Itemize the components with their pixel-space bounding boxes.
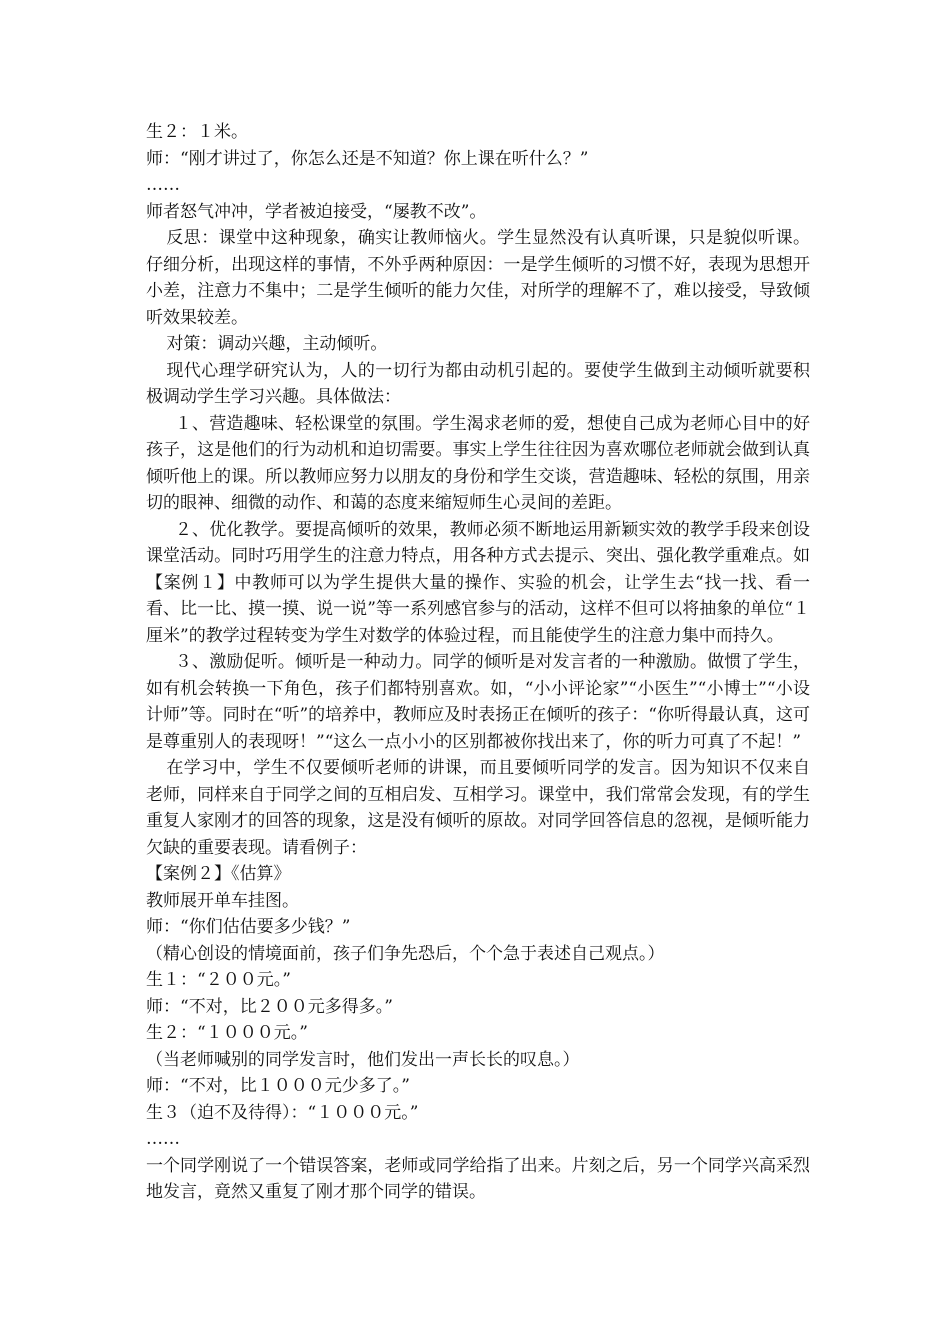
dialogue-line: 师：“你们估估要多少钱？” — [146, 917, 351, 937]
dialogue-line: 师：“刚才讲过了，你怎么还是不知道？你上课在听什么？” — [146, 148, 589, 169]
stage-note: （精心创设的情境面前，孩子们争先恐后，个个急于表述自己观点。） — [146, 943, 665, 964]
strategy-paragraph: 对策：调动兴趣，主动倾听。 — [166, 334, 388, 354]
ellipsis-line: …… — [146, 1129, 180, 1149]
dialogue-line: 生２：１米。 — [146, 122, 248, 142]
document-body — [146, 119, 810, 1206]
stage-note: （当老师喊别的同学发言时，他们发出一声长长的叹息。） — [146, 1049, 580, 1070]
method-item-1: １、营造趣味、轻松课堂的氛围。学生渴求老师的爱，想使自己成为老师心目中的好孩子，这是他们的行为动机和迫切需要。事实上学生往往因为喜欢哪位老师就会做到认真倾听他上的课。所以教师应努力以朋友的身份和学生交谈，营造趣味、轻松的氛围，用亲切的眼神、细微的动作、和蔼的态度来缩短师生心灵间的差距。 — [146, 413, 810, 513]
case-heading: 【案例２】《估算》 — [146, 864, 291, 884]
method-item-3: ３、激励促听。倾听是一种动力。同学的倾听是对发言者的一种激励。做惯了学生，如有机会转换一下角色，孩子们都特别喜欢。如，“小小评论家”“小医生”“小博士”“小设计师”等。同时在“听”的培养中，教师应及时表扬正在倾听的孩子：“你听得最认真，这可是尊重别人的表现呀！”“这么一点小小的区别都被你找出来了，你的听力可真了不起！” — [146, 652, 810, 752]
dialogue-line: 生２：“１０００元。” — [146, 1023, 308, 1043]
method-item-2: ２、优化教学。要提高倾听的效果，教师必须不断地运用新颖实效的教学手段来创设课堂活动。同时巧用学生的注意力特点，用各种方式去提示、突出、强化教学重难点。如【案例１】中教师可以为学生提供大量的操作、实验的机会，让学生去“找一找、看一看、比一比、摸一摸、说一说”等一系列感官参与的活动，这样不但可以将抽象的单位“１厘米”的教学过程转变为学生对数学的体验过程，而且能使学生的注意力集中而持久。 — [146, 519, 810, 646]
learning-paragraph: 在学习中，学生不仅要倾听老师的讲课，而且要倾听同学的发言。因为知识不仅来自老师，同样来自于同学之间的互相启发、互相学习。课堂中，我们常常会发现，有的学生重复人家刚才的回答的现象，这是没有倾听的原故。对同学回答信息的忽视，是倾听能力欠缺的重要表现。请看例子： — [146, 758, 810, 858]
dialogue-line: 生３（迫不及待得）：“１０００元。” — [146, 1102, 419, 1123]
psychology-paragraph: 现代心理学研究认为，人的一切行为都由动机引起的。要使学生做到主动倾听就要积极调动学生学习兴趣。具体做法： — [146, 360, 810, 407]
dialogue-line: 师：“不对，比１０００元少多了。” — [146, 1076, 410, 1096]
ellipsis-line: …… — [146, 175, 180, 195]
final-paragraph: 一个同学刚说了一个错误答案，老师或同学给指了出来。片刻之后，另一个同学兴高采烈地发言，竟然又重复了刚才那个同学的错误。 — [146, 1155, 810, 1202]
reflection-paragraph: 反思：课堂中这种现象，确实让教师恼火。学生显然没有认真听课，只是貌似听课。仔细分析，出现这样的事情，不外乎两种原因：一是学生倾听的习惯不好，表现为思想开小差，注意力不集中；二是学生倾听的能力欠佳，对所学的理解不了，难以接受，导致倾听效果较差。 — [146, 228, 810, 328]
dialogue-line: 师：“不对，比２００元多得多。” — [146, 996, 393, 1017]
dialogue-line: 生１：“２００元。” — [146, 970, 291, 990]
summary-line: 师者怒气冲冲，学者被迫接受，“屡教不改”。 — [146, 201, 487, 222]
case-line: 教师展开单车挂图。 — [146, 890, 299, 911]
